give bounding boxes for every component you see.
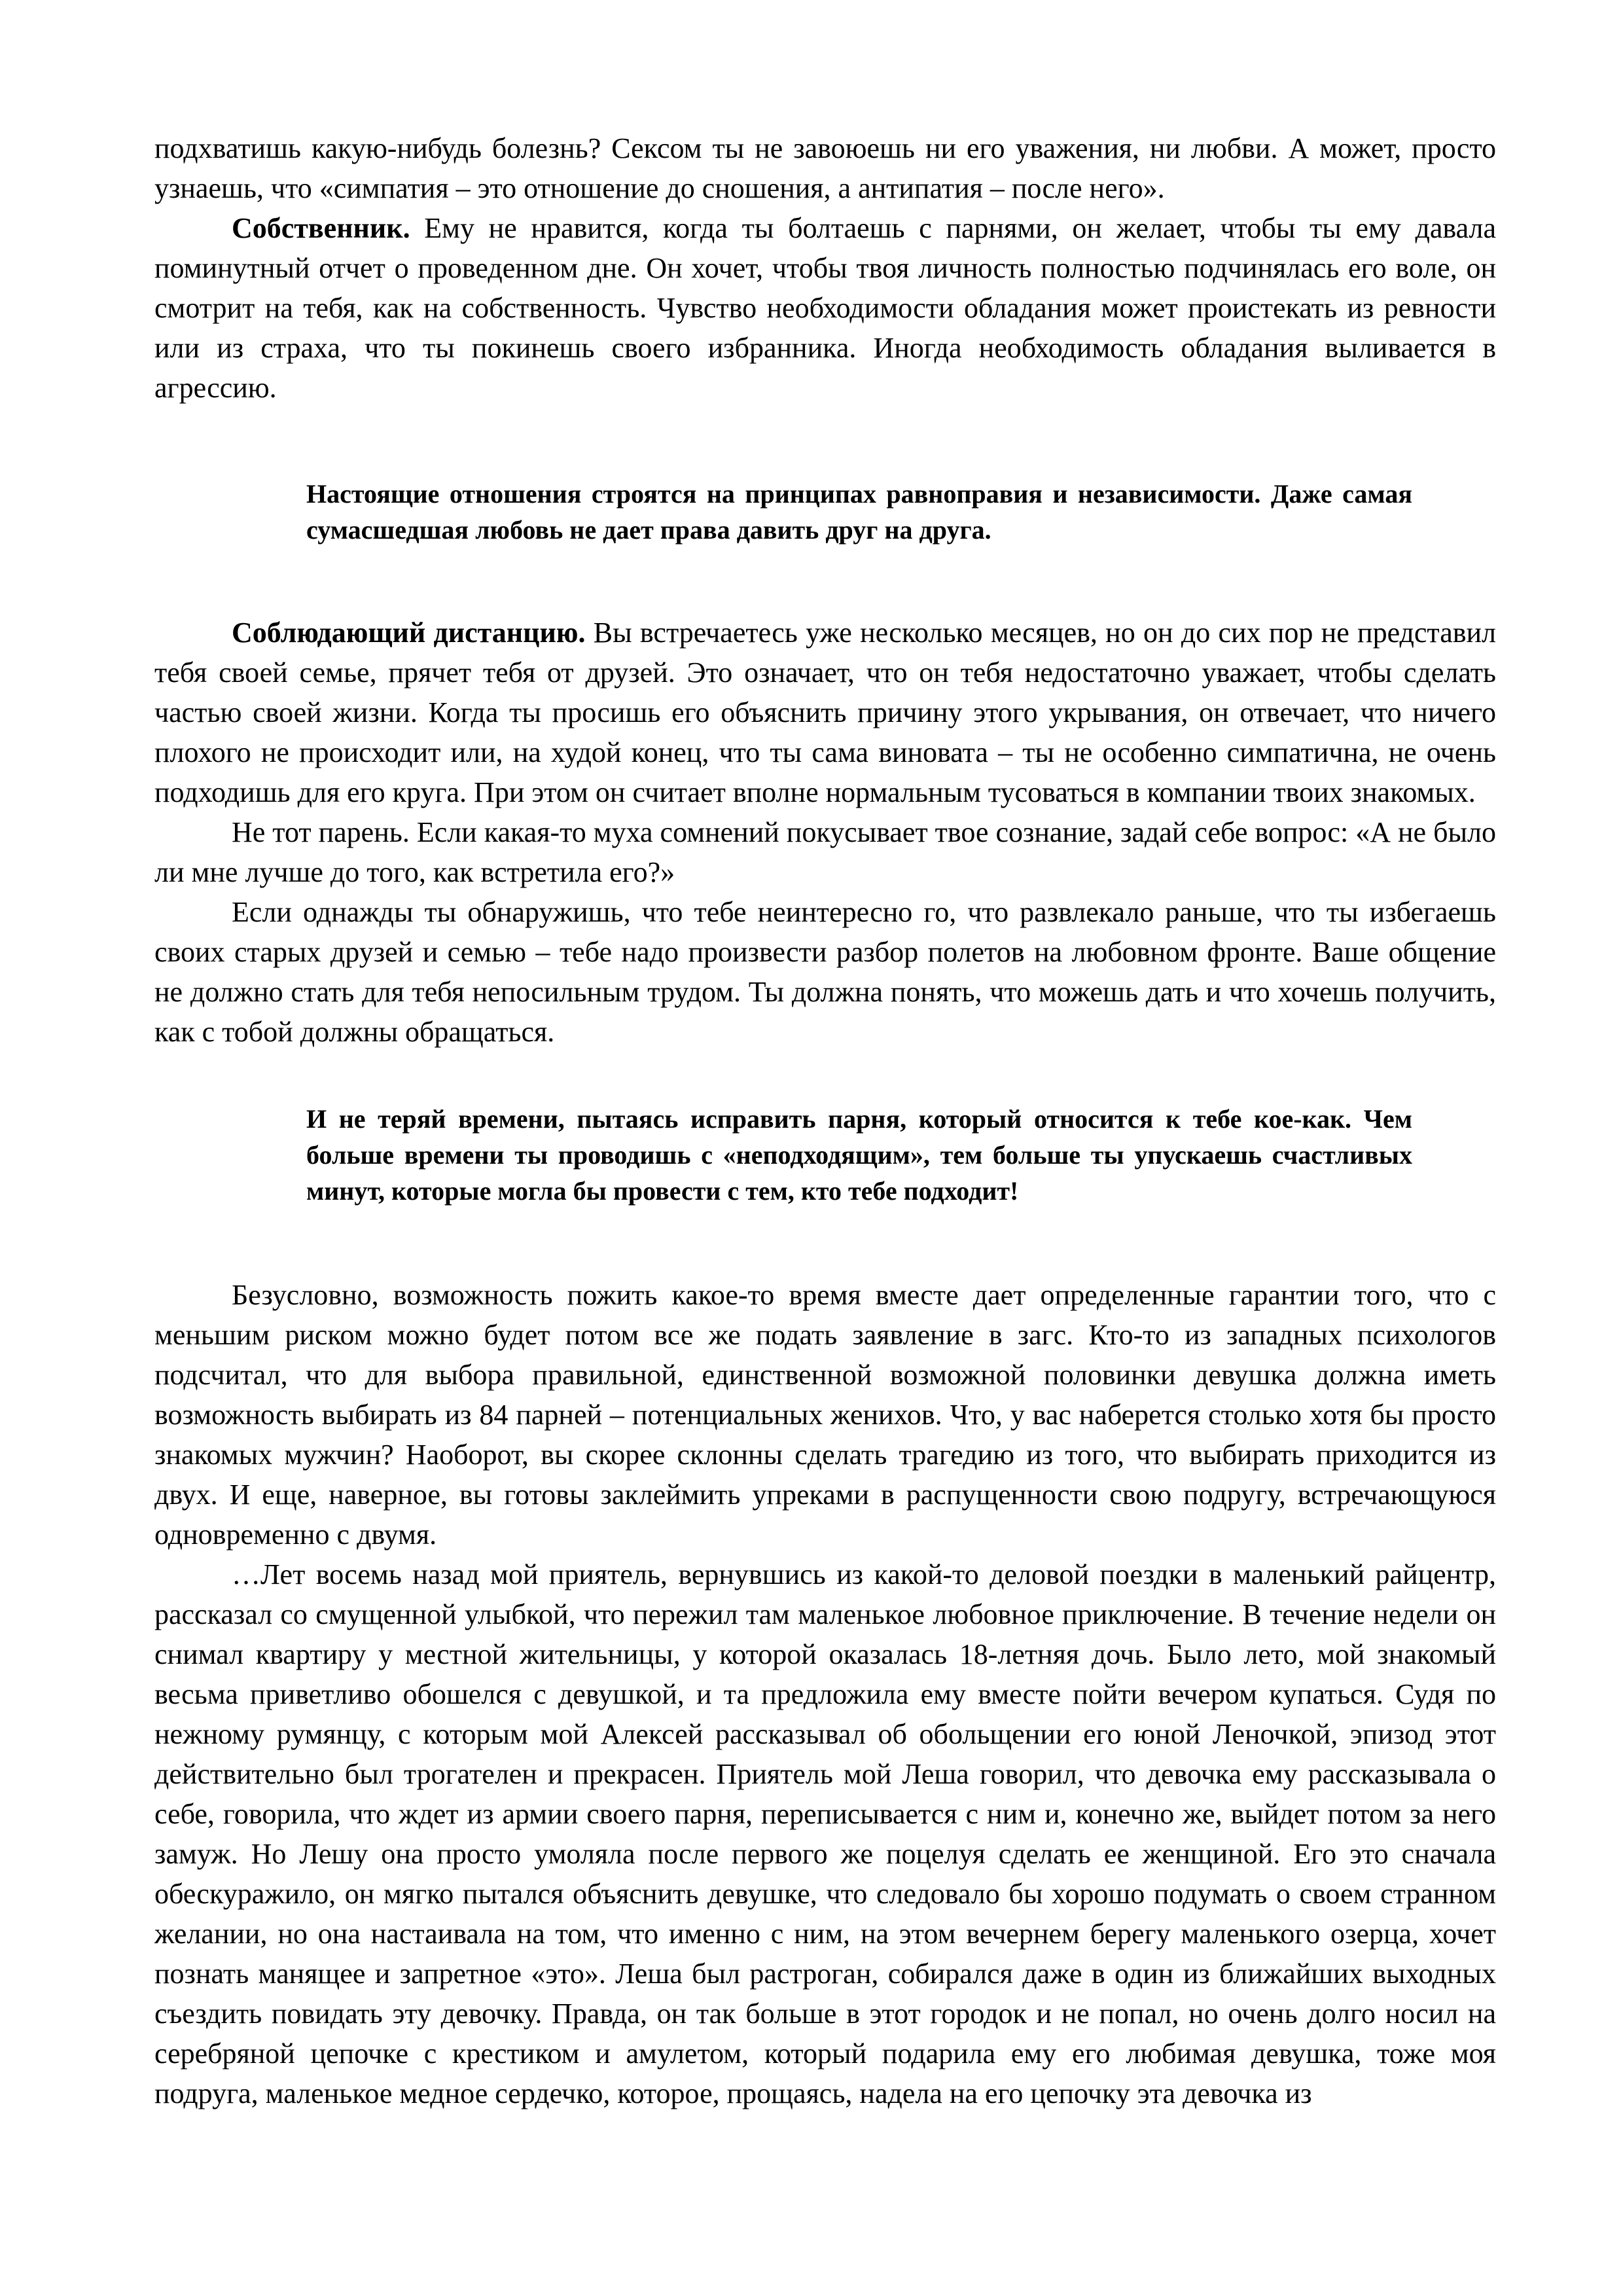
paragraph <box>154 1275 1496 1554</box>
paragraph-text: …Лет восемь назад мой приятель, вернувшись из какой-то деловой поездки в маленький райцентр, рассказал со смущенной улыбкой, что пережил там маленькое любовное приключение. В течение недели он снимал квартиру у местной жительницы, у которой оказалась 18-летняя дочь. Было лето, мой знакомый весьма приветливо обошелся с девушкой, и та предложила ему вместе пойти вечером купаться. Судя по нежному румянцу, с которым мой Алексей рассказывал об обольщении его юной Леночкой, эпизод этот действительно был трогателен и прекрасен. Приятель мой Леша говорил, что девочка ему рассказывала о себе, говорила, что ждет из армии своего парня, переписывается с ним и, конечно же, выйдет потом за него замуж. Но Лешу она просто умоляла после первого же поцелуя сделать ее женщиной. Его это сначала обескуражило, он мягко пытался объяснить девушке, что следовало бы хорошо подумать о своем странном желании, но она настаивала на том, что именно с ним, на этом вечернем берегу маленького озерца, хочет познать манящее и запретное «это». Леша был растроган, собирался даже в один из ближайших выходных съездить повидать эту девочку. Правда, он так больше в этот городок и не попал, но очень долго носил на серебряной цепочке с крестиком и амулетом, который подарила ему его любимая девушка, тоже моя подруга, маленькое медное сердечко, которое, прощаясь, надела на его цепочку эта девочка из <box>154 1558 1496 2109</box>
paragraph-text: подхватишь какую-нибудь болезнь? Сексом ты не завоюешь ни его уважения, ни любви. А может, просто узнаешь, что «симпатия – это отношение до сношения, а антипатия – после него». <box>154 132 1496 204</box>
callout-text: Настоящие отношения строятся на принципах равноправия и независимости. Даже самая сумасшедшая любовь не дает права давить друг на друга. <box>306 479 1412 545</box>
callout-text: И не теряй времени, пытаясь исправить парня, который относится к тебе кое-как. Чем больше времени ты проводишь с «неподходящим», тем больше ты упускаешь счастливых минут, которые могла бы провести с тем, кто тебе подходит! <box>306 1104 1412 1206</box>
text-section-bottom <box>154 1275 1496 2113</box>
paragraph <box>154 892 1496 1052</box>
paragraph <box>154 812 1496 892</box>
text-section-middle <box>154 613 1496 1052</box>
paragraph-text: Ему не нравится, когда ты болтаешь с парнями, он желает, чтобы ты ему давала поминутный отчет о проведенном дне. Он хочет, чтобы твоя личность полностью подчинялась его воле, он смотрит на тебя, как на собственность. Чувство необходимости обладания может проистекать из ревности или из страха, что ты покинешь своего избранника. Иногда необходимость обладания выливается в агрессию. <box>154 212 1496 404</box>
paragraph <box>154 128 1496 208</box>
paragraph-text: Вы встречаетесь уже несколько месяцев, но он до сих пор не представил тебя своей семье, прячет тебя от друзей. Это означает, что он тебя недостаточно уважает, чтобы сделать частью своей жизни. Когда ты просишь его объяснить причину этого укрывания, он отвечает, что ничего плохого не происходит или, на худой конец, что ты сама виновата – ты не особенно симпатична, не очень подходишь для его круга. При этом он считает вполне нормальным тусоваться в компании твоих знакомых. <box>154 617 1497 808</box>
paragraph <box>154 1554 1496 2113</box>
callout-box-1 <box>306 476 1412 548</box>
paragraph-text: Если однажды ты обнаружишь, что тебе неинтересно го, что развлекало раньше, что ты избегаешь своих старых друзей и семью – тебе надо произвести разбор полетов на любовном фронте. Ваше общение не должно стать для тебя непосильным трудом. Ты должна понять, что можешь дать и что хочешь получить, как с тобой должны обращаться. <box>154 896 1496 1048</box>
paragraph-lead: Соблюдающий дистанцию. <box>232 617 586 649</box>
text-section-top <box>154 128 1496 408</box>
paragraph-distance <box>154 613 1496 812</box>
paragraph-lead: Собственник. <box>232 212 410 244</box>
callout-box-2 <box>306 1101 1412 1209</box>
paragraph-text: Не тот парень. Если какая-то муха сомнений покусывает твое сознание, задай себе вопрос: «А не было ли мне лучше до того, как встретила его?» <box>154 816 1496 888</box>
paragraph-owner <box>154 208 1496 408</box>
paragraph-text: Безусловно, возможность пожить какое-то время вместе дает определенные гарантии того, что с меньшим риском можно будет потом все же подать заявление в загс. Кто-то из западных психологов подсчитал, что для выбора правильной, единственной возможной половинки девушка должна иметь возможность выбирать из 84 парней – потенциальных женихов. Что, у вас наберется столько хотя бы просто знакомых мужчин? Наоборот, вы скорее склонны сделать трагедию из того, что выбирать приходится из двух. И еще, наверное, вы готовы заклеймить упреками в распущенности свою подругу, встречающуюся одновременно с двумя. <box>154 1279 1496 1551</box>
